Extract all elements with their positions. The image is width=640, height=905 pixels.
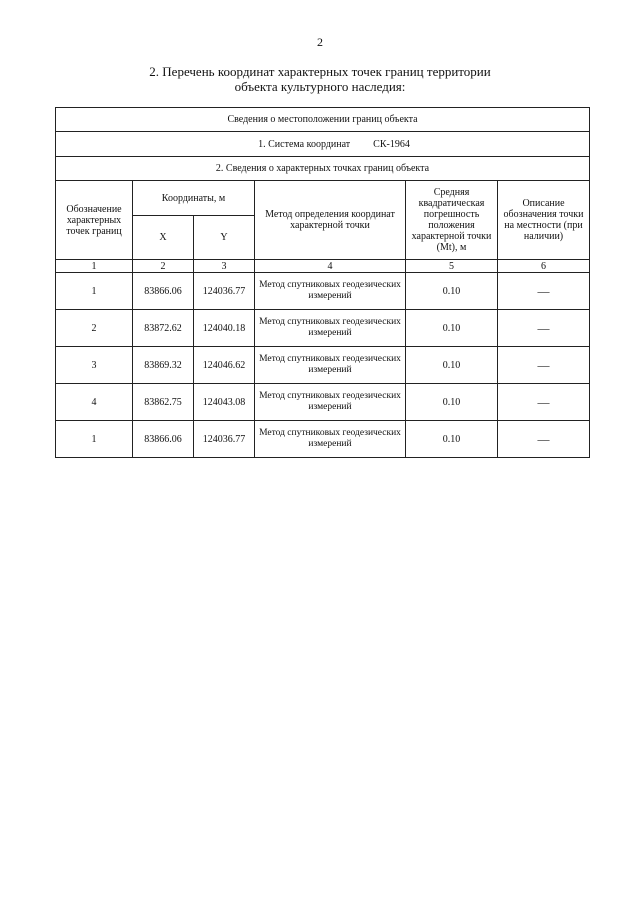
- coordinate-system-row: [56, 132, 590, 157]
- header-designation: Обозначение характерных точек границ: [56, 181, 133, 260]
- cell-method: Метод спутниковых геодезических измерений: [255, 310, 406, 347]
- cell-point: 2: [56, 310, 133, 347]
- table-row: [56, 273, 590, 310]
- heading-line-1: 2. Перечень координат характерных точек границ территории: [149, 64, 491, 79]
- header-description: Описание обозначения точки на местности (при наличии): [498, 181, 590, 260]
- cell-point: 1: [56, 273, 133, 310]
- table-row: [56, 421, 590, 458]
- cell-x: 83869.32: [133, 347, 194, 384]
- table-row: [56, 310, 590, 347]
- page-number: 2: [317, 35, 323, 49]
- cell-method: Метод спутниковых геодезических измерений: [255, 384, 406, 421]
- column-number: 5: [406, 260, 498, 273]
- cell-x: 83866.06: [133, 273, 194, 310]
- cell-x: 83866.06: [133, 421, 194, 458]
- cell-y: 124043.08: [194, 384, 255, 421]
- table-row: [56, 347, 590, 384]
- coordinate-system-value: СК-1964: [373, 138, 410, 150]
- table-title: Сведения о местоположении границ объекта: [56, 108, 590, 132]
- coordinate-system-label: 1. Система координат: [258, 138, 351, 150]
- cell-method: Метод спутниковых геодезических измерений: [255, 421, 406, 458]
- coordinates-table: [55, 107, 590, 458]
- cell-error: 0.10: [406, 384, 498, 421]
- header-row-1: [56, 181, 590, 216]
- cell-description: —: [498, 273, 590, 310]
- heading-line-2: объекта культурного наследия:: [234, 79, 406, 94]
- cell-description: —: [498, 384, 590, 421]
- column-number: 6: [498, 260, 590, 273]
- cell-point: 3: [56, 347, 133, 384]
- cell-method: Метод спутниковых геодезических измерений: [255, 273, 406, 310]
- column-numbers-row: [56, 260, 590, 273]
- header-method: Метод определения координат характерной точки: [255, 181, 406, 260]
- cell-y: 124036.77: [194, 421, 255, 458]
- cell-description: —: [498, 310, 590, 347]
- cell-description: —: [498, 347, 590, 384]
- header-y: Y: [194, 216, 255, 260]
- cell-y: 124036.77: [194, 273, 255, 310]
- cell-y: 124046.62: [194, 347, 255, 384]
- column-number: 3: [194, 260, 255, 273]
- points-info-row: [56, 157, 590, 181]
- cell-point: 1: [56, 421, 133, 458]
- cell-error: 0.10: [406, 347, 498, 384]
- table-row: [56, 384, 590, 421]
- table-title-row: [56, 108, 590, 132]
- cell-y: 124040.18: [194, 310, 255, 347]
- header-x: X: [133, 216, 194, 260]
- cell-point: 4: [56, 384, 133, 421]
- cell-error: 0.10: [406, 421, 498, 458]
- header-coordinates: Координаты, м: [133, 181, 255, 216]
- column-number: 4: [255, 260, 406, 273]
- column-number: 1: [56, 260, 133, 273]
- cell-x: 83862.75: [133, 384, 194, 421]
- cell-error: 0.10: [406, 273, 498, 310]
- cell-error: 0.10: [406, 310, 498, 347]
- points-info: 2. Сведения о характерных точках границ объекта: [56, 157, 590, 181]
- document-heading: [0, 64, 640, 94]
- header-error: Средняя квадратическая погрешность положения характерной точки (Mt), м: [406, 181, 498, 260]
- cell-method: Метод спутниковых геодезических измерений: [255, 347, 406, 384]
- cell-x: 83872.62: [133, 310, 194, 347]
- coordinate-system-cell: [56, 132, 590, 157]
- column-number: 2: [133, 260, 194, 273]
- cell-description: —: [498, 421, 590, 458]
